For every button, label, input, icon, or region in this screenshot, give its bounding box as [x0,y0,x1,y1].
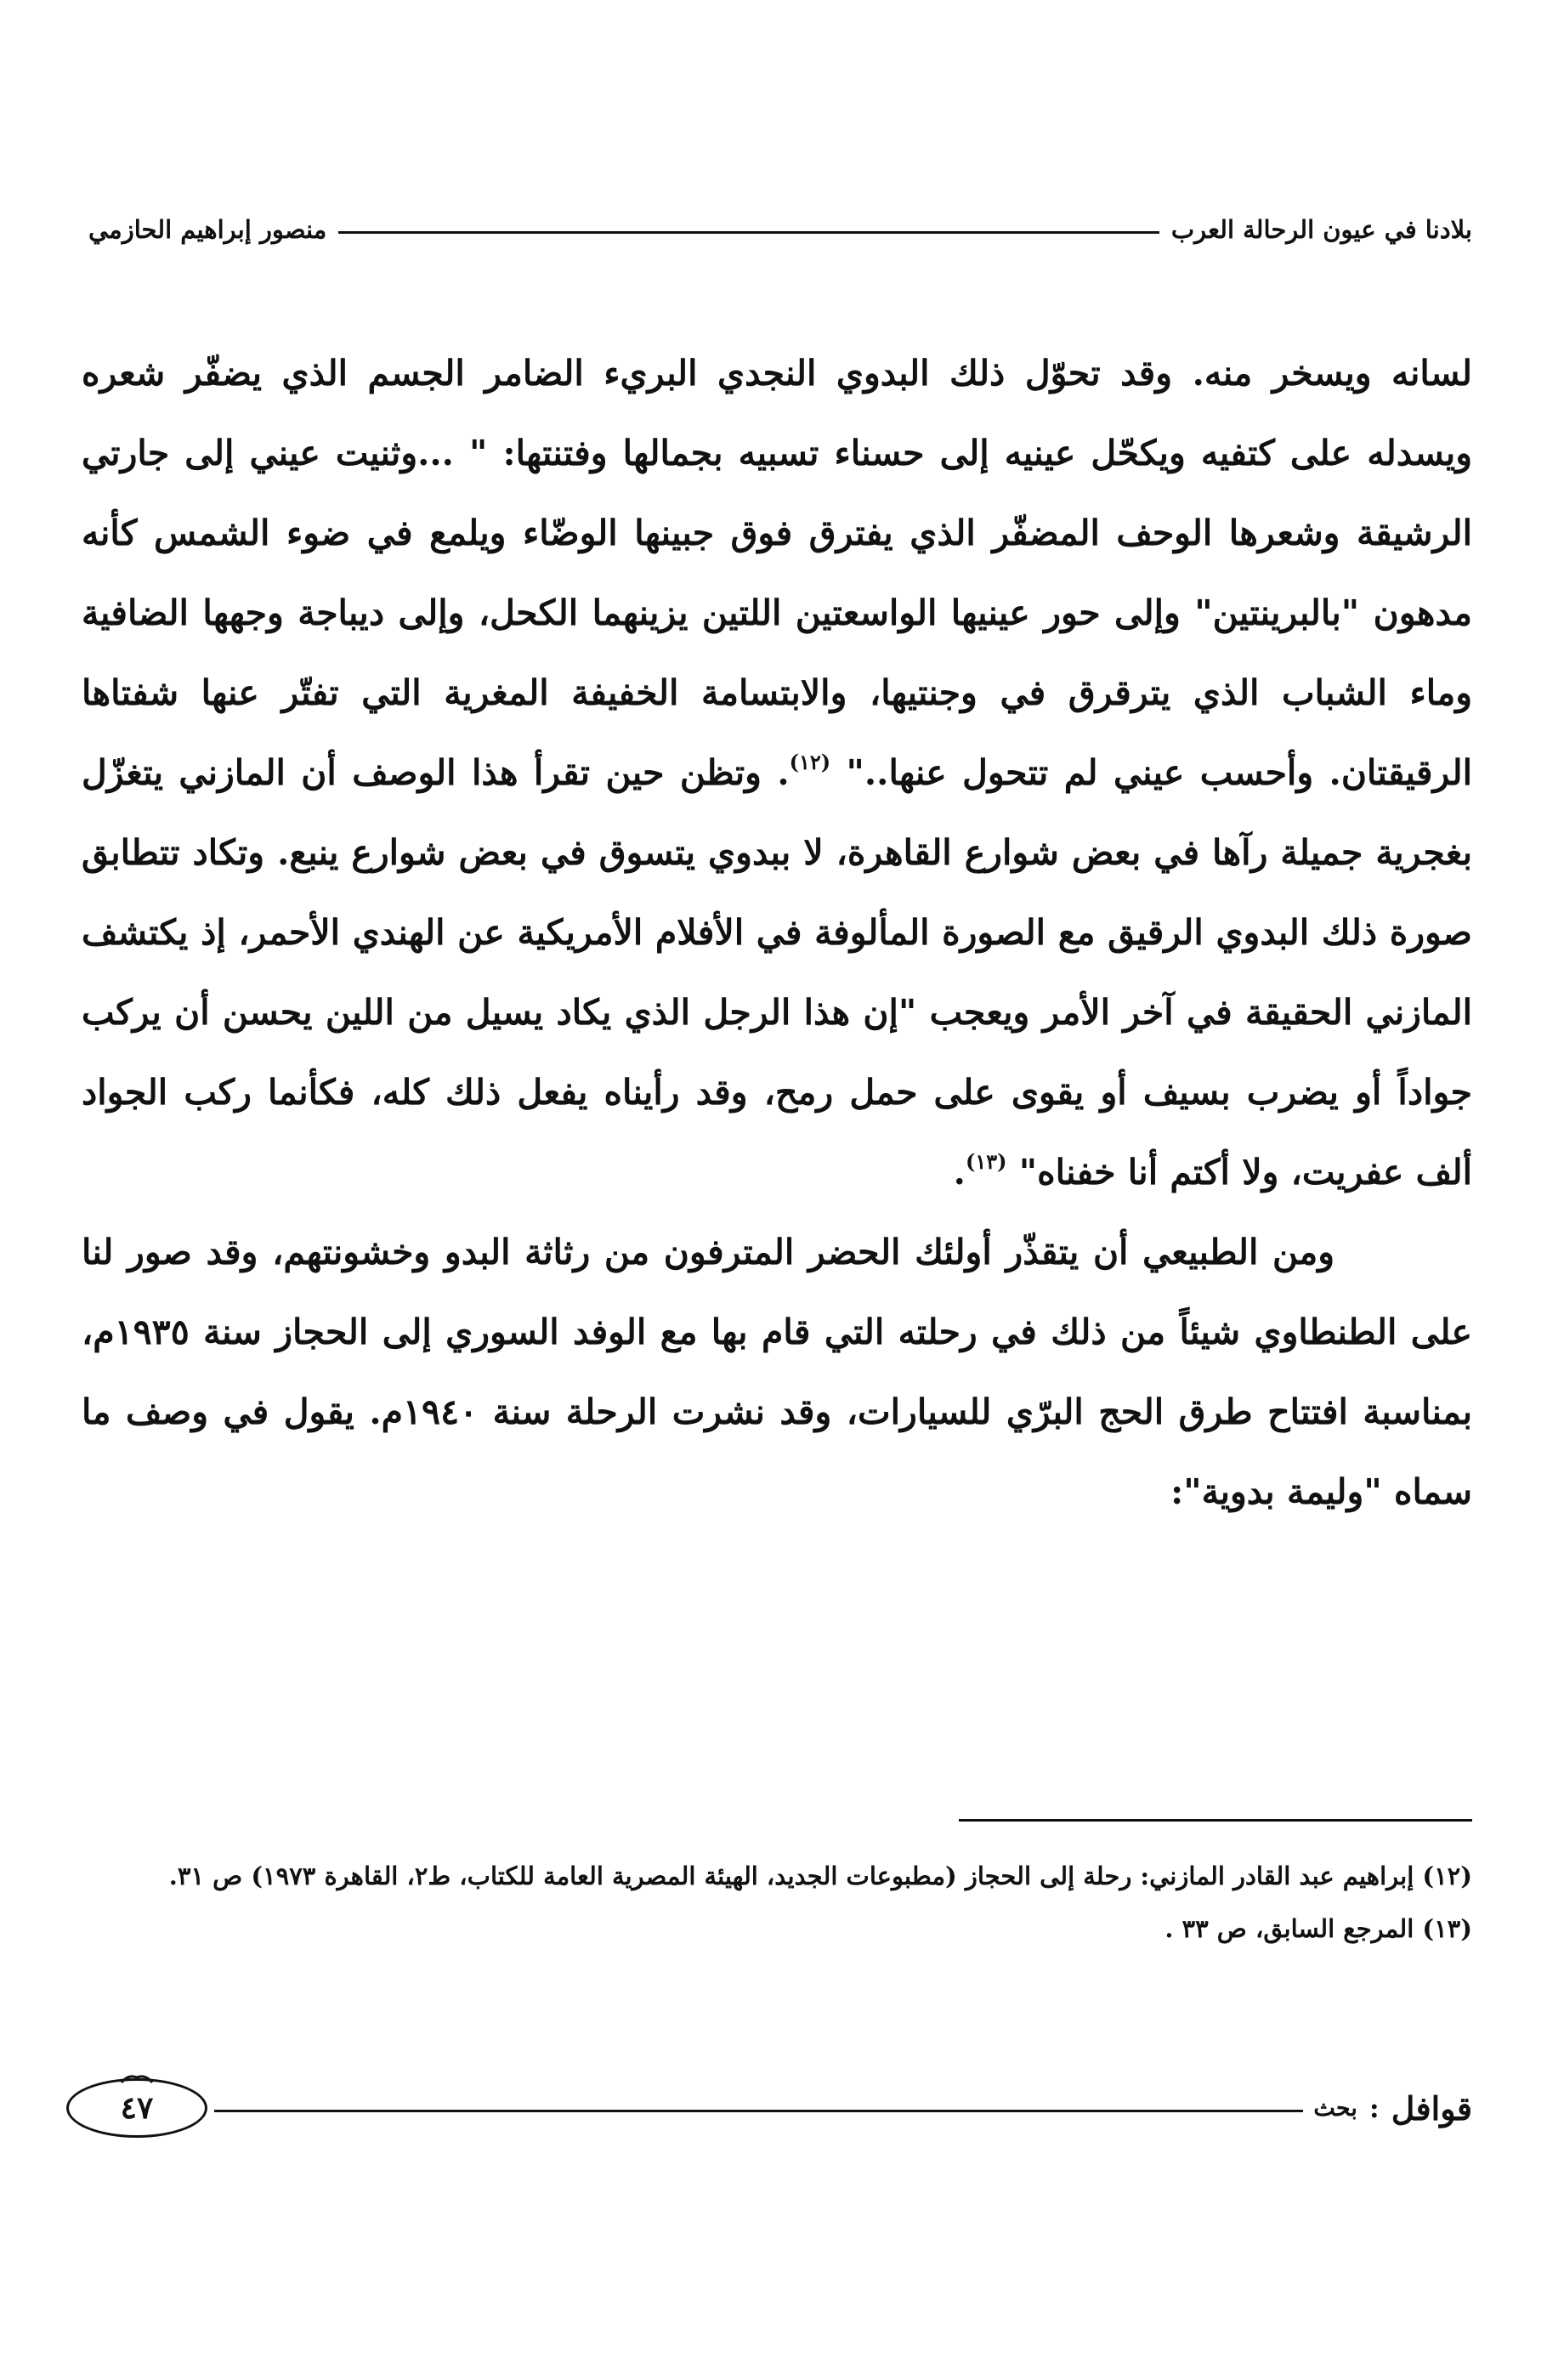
footer-separator: : [1368,2092,1380,2124]
journal-name: قوافل [1391,2088,1472,2128]
paragraph-1-part-2: . وتظن حين تقرأ هذا الوصف أن المازني يتغزّل بغجرية جميلة رآها في بعض شوارع القاهرة، لا ببدوي يتسوق في بعض شوارع ينبع. وتكاد تتطابق صورة ذلك البدوي الرقيق مع الصورة المألوفة في الأفلام الأمريكية عن الهندي الأحمر، إذ يكتشف المازني الحقيقة في آخر الأمر ويعجب "إن هذا الرجل الذي يكاد يسيل من اللين يحسن أن يركب جواداً أو يضرب بسيف أو يقوى على حمل رمح، وقد رأيناه يفعل ذلك كله، فكأنما ركب الجواد ألف عفريت، ولا أكتم أنا خفناه" [82,752,1472,1193]
section-label: بحث [1313,2094,1357,2122]
page-number-badge [66,2078,207,2138]
footnote-12: (١٢) إبراهيم عبد القادر المازني: رحلة إلى الحجاز (مطبوعات الجديد، الهيئة المصرية العامة للكتاب، ط٢، القاهرة ١٩٧٣) ص ٣١. [168,1862,1472,1890]
author-name: منصور إبراهيم الحازمي [88,215,327,244]
book-title: بلادنا في عيون الرحالة العرب [1170,215,1472,244]
footnote-13: (١٣) المرجع السابق، ص ٣٣ . [1164,1914,1472,1943]
paragraph-1-part-1: لسانه ويسخر منه. وقد تحوّل ذلك البدوي النجدي البريء الضامر الجسم الذي يضفّر شعره ويسدله على كتفيه ويكحّل عينيه إلى حسناء تسبيه بجمالها وفتنتها: " ...وثنيت عيني إلى جارتي الرشيقة وشعرها الوحف المضفّر الذي يفترق فوق جبينها الوضّاء ويلمع في ضوء الشمس كأنه مدهون "بالبرينتين" وإلى حور عينيها الواسعتين اللتين يزينهما الكحل، وإلى ديباجة وجهها الضافية وماء الشباب الذي يترقرق في وجنتيها، والابتسامة الخفيفة المغرية التي تفتّر عنها شفتاها الرقيقتان. وأحسب عيني لم تتحول عنها.." [82,353,1473,793]
footnotes [88,1850,1472,1955]
paragraph-1-part-3: . [953,1152,966,1193]
page-number: ٤٧ [120,2090,154,2126]
main-text [82,333,1472,1532]
paragraph-1 [82,333,1472,1212]
header-rule [338,231,1159,234]
page-footer [66,2074,1472,2142]
footnote-ref-12: (١٢) [789,750,831,774]
footnote-separator [959,1819,1472,1822]
ornament-icon [120,2072,154,2084]
running-header [88,207,1472,252]
paragraph-2: ومن الطبيعي أن يتقذّر أولئك الحضر المترفون من رثاثة البدو وخشونتهم، وقد صور لنا على الطنطاوي شيئاً من ذلك في رحلته التي قام بها مع الوفد السوري إلى الحجاز سنة ١٩٣٥م، بمناسبة افتتاح طرق الحج البرّي للسيارات، وقد نشرت الرحلة سنة ١٩٤٠م. يقول في وصف ما سماه "وليمة بدوية": [82,1232,1473,1512]
footer-rule [214,2110,1303,2112]
footnote-ref-13: (١٣) [965,1149,1007,1174]
